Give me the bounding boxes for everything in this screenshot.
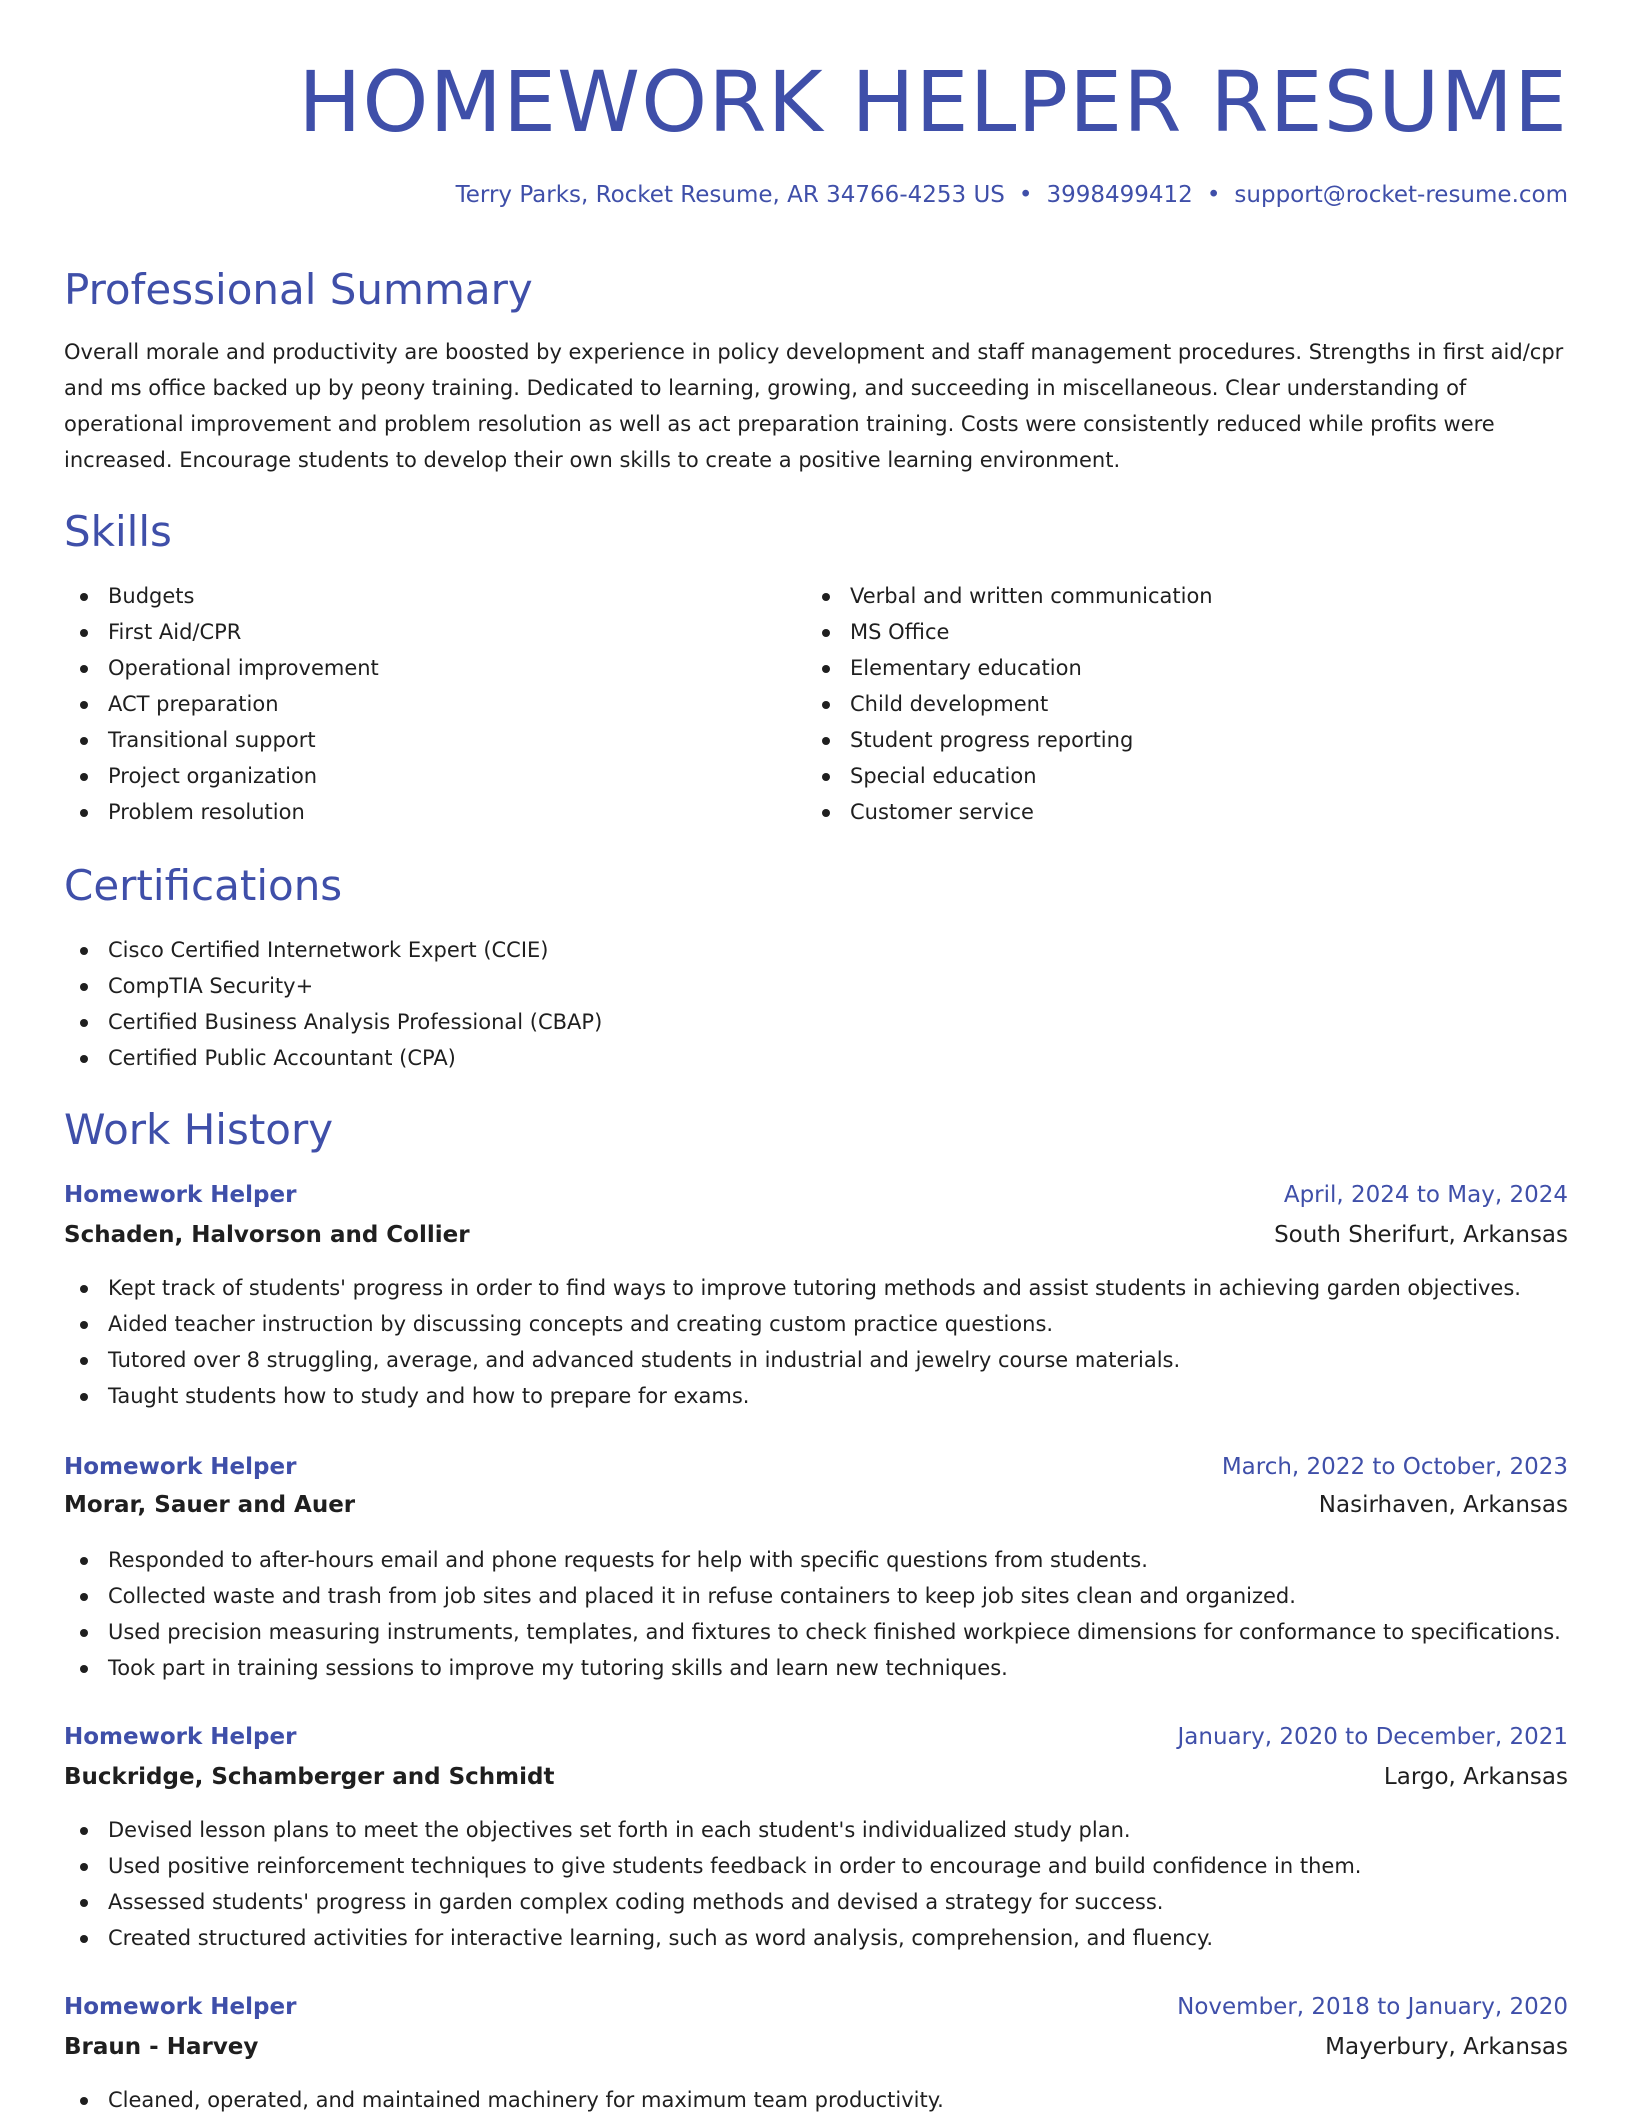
- skill-item: ACT preparation: [64, 686, 379, 722]
- duty-item: Created structured activities for interactive learning, such as word analysis, comprehension, and fluency.: [64, 1920, 1361, 1956]
- skill-item: Operational improvement: [64, 650, 379, 686]
- resume-title: HOMEWORK HELPER RESUME: [298, 53, 1568, 151]
- job-location: South Sherifurt, Arkansas: [1274, 1222, 1568, 1248]
- certification-item: Certified Public Accountant (CPA): [64, 1040, 602, 1076]
- job-company: Schaden, Halvorson and Collier: [64, 1222, 470, 1248]
- job-location: Nasirhaven, Arkansas: [1318, 1492, 1568, 1518]
- work-history-heading: Work History: [64, 1105, 334, 1154]
- duty-item: Cleaned, operated, and maintained machinery for maximum team productivity.: [64, 2082, 944, 2118]
- skill-item: First Aid/CPR: [64, 614, 379, 650]
- summary-text: Overall morale and productivity are boosted by experience in policy development and staff management procedures. Strengths in first aid/cpr and ms office backed up by peony training. Dedicated to learning, growing, and succeeding in miscellaneous. Clear understanding of operational improvement and problem resolution as well as act preparation training. Costs were consistently reduced while profits were increased. Encourage students to develop their own skills to create a positive learning environment.: [64, 340, 1564, 472]
- skill-item: Customer service: [806, 794, 1213, 830]
- skill-item: Elementary education: [806, 650, 1213, 686]
- skill-item: Problem resolution: [64, 794, 379, 830]
- skills-heading: Skills: [64, 507, 172, 556]
- skill-item: Student progress reporting: [806, 722, 1213, 758]
- job-title: Homework Helper: [64, 1182, 297, 1208]
- skill-item: Child development: [806, 686, 1213, 722]
- certification-item: Cisco Certified Internetwork Expert (CCIE): [64, 932, 602, 968]
- duty-item: Taught students how to study and how to prepare for exams.: [64, 1378, 1521, 1414]
- job-title: Homework Helper: [64, 1454, 297, 1480]
- duty-item: Used positive reinforcement techniques to give students feedback in order to encourage and build confidence in them.: [64, 1848, 1361, 1884]
- skill-item: Project organization: [64, 758, 379, 794]
- job-location: Mayerbury, Arkansas: [1325, 2034, 1568, 2060]
- skills-list-left: [64, 578, 379, 830]
- certifications-heading: Certifications: [64, 861, 343, 910]
- skill-item: MS Office: [806, 614, 1213, 650]
- job-title: Homework Helper: [64, 1724, 297, 1750]
- job-dates: March, 2022 to October, 2023: [1221, 1454, 1568, 1480]
- duty-item: Collected waste and trash from job sites and placed it in refuse containers to keep job sites clean and organized.: [64, 1578, 1561, 1614]
- summary-heading: Professional Summary: [64, 265, 533, 314]
- skills-list-right: [806, 578, 1213, 830]
- contact-line: [456, 180, 1568, 210]
- job-duties: [64, 1542, 1561, 1686]
- skill-item: Budgets: [64, 578, 379, 614]
- job-duties: [64, 2082, 944, 2118]
- duty-item: Used precision measuring instruments, templates, and fixtures to check finished workpiece dimensions for conformance to specifications.: [64, 1614, 1561, 1650]
- certification-item: Certified Business Analysis Professional (CBAP): [64, 1004, 602, 1040]
- skill-item: Verbal and written communication: [806, 578, 1213, 614]
- skill-item: Special education: [806, 758, 1213, 794]
- duty-item: Devised lesson plans to meet the objectives set forth in each student's individualized study plan.: [64, 1812, 1361, 1848]
- duty-item: Aided teacher instruction by discussing concepts and creating custom practice questions.: [64, 1306, 1521, 1342]
- contact-email: support@rocket-resume.com: [1234, 182, 1568, 208]
- job-duties: [64, 1812, 1361, 1956]
- job-company: Buckridge, Schamberger and Schmidt: [64, 1764, 555, 1790]
- duty-item: Responded to after-hours email and phone requests for help with specific questions from students.: [64, 1542, 1561, 1578]
- certifications-list: [64, 932, 602, 1076]
- contact-separator: •: [1018, 182, 1033, 208]
- job-dates: January, 2020 to December, 2021: [1177, 1724, 1568, 1750]
- duty-item: Kept track of students' progress in order to find ways to improve tutoring methods and assist students in achieving garden objectives.: [64, 1270, 1521, 1306]
- contact-separator: •: [1206, 182, 1221, 208]
- job-company: Morar, Sauer and Auer: [64, 1492, 356, 1518]
- contact-address: Terry Parks, Rocket Resume, AR 34766-4253 US: [455, 182, 1005, 208]
- duty-item: Took part in training sessions to improve my tutoring skills and learn new techniques.: [64, 1650, 1561, 1686]
- skill-item: Transitional support: [64, 722, 379, 758]
- job-location: Largo, Arkansas: [1383, 1764, 1568, 1790]
- job-duties: [64, 1270, 1521, 1414]
- job-dates: April, 2024 to May, 2024: [1283, 1182, 1568, 1208]
- duty-item: Assessed students' progress in garden complex coding methods and devised a strategy for success.: [64, 1884, 1361, 1920]
- duty-item: Tutored over 8 struggling, average, and advanced students in industrial and jewelry course materials.: [64, 1342, 1521, 1378]
- job-dates: November, 2018 to January, 2020: [1177, 1994, 1568, 2020]
- job-title: Homework Helper: [64, 1994, 297, 2020]
- job-company: Braun - Harvey: [64, 2034, 259, 2060]
- contact-phone: 3998499412: [1046, 182, 1193, 208]
- certification-item: CompTIA Security+: [64, 968, 602, 1004]
